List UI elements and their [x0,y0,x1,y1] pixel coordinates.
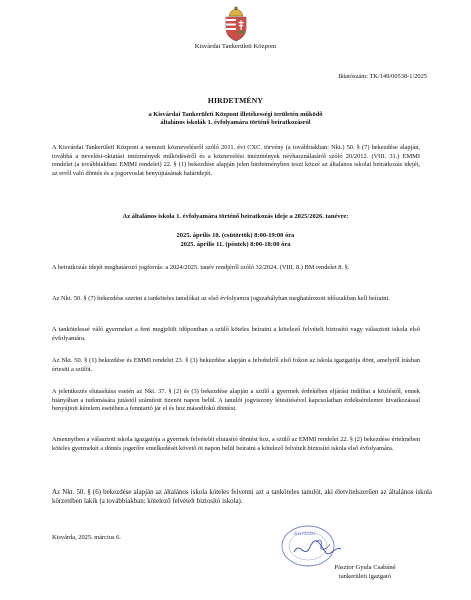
subtitle-line-1: a Kisvárdai Tankerületi Központ illetékességi területén működő [148,111,323,118]
enrollment-date-1: 2025. április 10. (csütörtök) 8:00-19:00 óra [176,232,295,239]
subtitle-line-2: általános iskolák 1. évfolyamára történő beiratkozásról [160,119,311,127]
enrollment-date-2: 2025. április 11. (péntek) 8:00-18:00 óra [180,241,291,248]
notice-subtitle [60,111,411,128]
enrollment-heading: Az általános iskola 1. évfolyamára történő beiratkozás ideje a 2025/2026. tanévre: [122,213,349,220]
reference-number: Iktatószám: TK/149/00538-1/2025 [338,73,427,80]
svg-text:Kisvárdai: Kisvárdai [294,531,315,537]
legal-basis-paragraph: A beiratkozás idejét meghatározó jogforrás: a 2024/2025. tanév rendjéről szóló 32/2024. (VIII. 8.) BM rendelet 8. §. [52,264,350,271]
decision-paragraph: Az Nkt. 50. § (1) bekezdése és EMMI rendelet 23. § (3) bekezdése alapján a felvételről első fokon az iskola igazgatója dönt, amelyről írásban értesíti a szülőt. [52,357,420,373]
nkt-50-7-paragraph: Az Nkt. 50. § (7) bekezdése szerint a tanköteles tanulókat az első évfolyamra jogszabályban meghatározott időszakban kell beíratni. [52,295,390,302]
appeal-paragraph: A jelentkezés elutasítása esetén az Nkt. 37. § (2) és (3) bekezdése alapján a szülő a gyermek érdekében eljárást indíthat a közléstől, ennek hiányában a tudomására jutástól számított tizenöt napon belül. A tanulói jogviszony létesítésével kapcsolatban érdeksérelemre hivatkozással benyújtott kérelem esetében a fenntartó jár el és hoz másodfokú döntést. [52,388,420,413]
signatory [300,563,430,581]
rejection-paragraph: Amennyiben a választott iskola igazgatója a gyermek felvételét elutasító döntést hoz, a szülő az EMMI rendelet 22. § (2) bekezdése értelmében köteles gyermekét a döntés jogerőre emelkedését követő öt napon belül beíratni a kötelező felvételt biztosító iskola első évfolyamára. [52,436,420,452]
notice-title: HIRDETMÉNY [207,96,264,105]
nkt-50-6-paragraph: Az Nkt. 50. § (6) bekezdése alapján az általános iskola köteles felvenni azt a tanköteles tanulót, aki életvitelszerűen az általános iskola körzetében lakik (a továbbiakban: kötelező felvételt biztosító iskola). [52,489,432,506]
organization-name: Kisvárdai Tankerületi Központ [194,43,277,50]
official-stamp-and-signature [274,520,348,568]
hungarian-coat-of-arms-icon [222,6,250,42]
place-and-date: Kisvárda, 2025. március 6. [52,534,121,541]
parent-duty-paragraph: A tankötelessé váló gyermeket a fent megjelölt időpontban a szülő köteles beíratni a kötelező felvételt biztosító vagy választott iskola első évfolyamára. [52,326,420,342]
signatory-name: Pásztor Gyula Csabáné [334,564,396,571]
signatory-role: tankerületi igazgató [338,573,392,580]
intro-paragraph: A Kisvárdai Tankerületi Központ a nemzeti köznevelésről szóló 2011. évi CXC. törvény (a továbbiakban: Nkt.) 50. § (7) bekezdése alapján, továbbá a nevelési-oktatási intézmények működéséről és a köznevelési intézmények névhasználatáról szóló 20/2012. (VIII. 31.) EMMI rendelet (a továbbiakban: EMMI rendelet) 22. § (1) bekezdése alapján jelen hirdetményben teszi közzé az általános iskolai beiratkozás idejét, az erről való döntés és a jogorvoslat benyújtásának határidejét. [52,144,420,177]
